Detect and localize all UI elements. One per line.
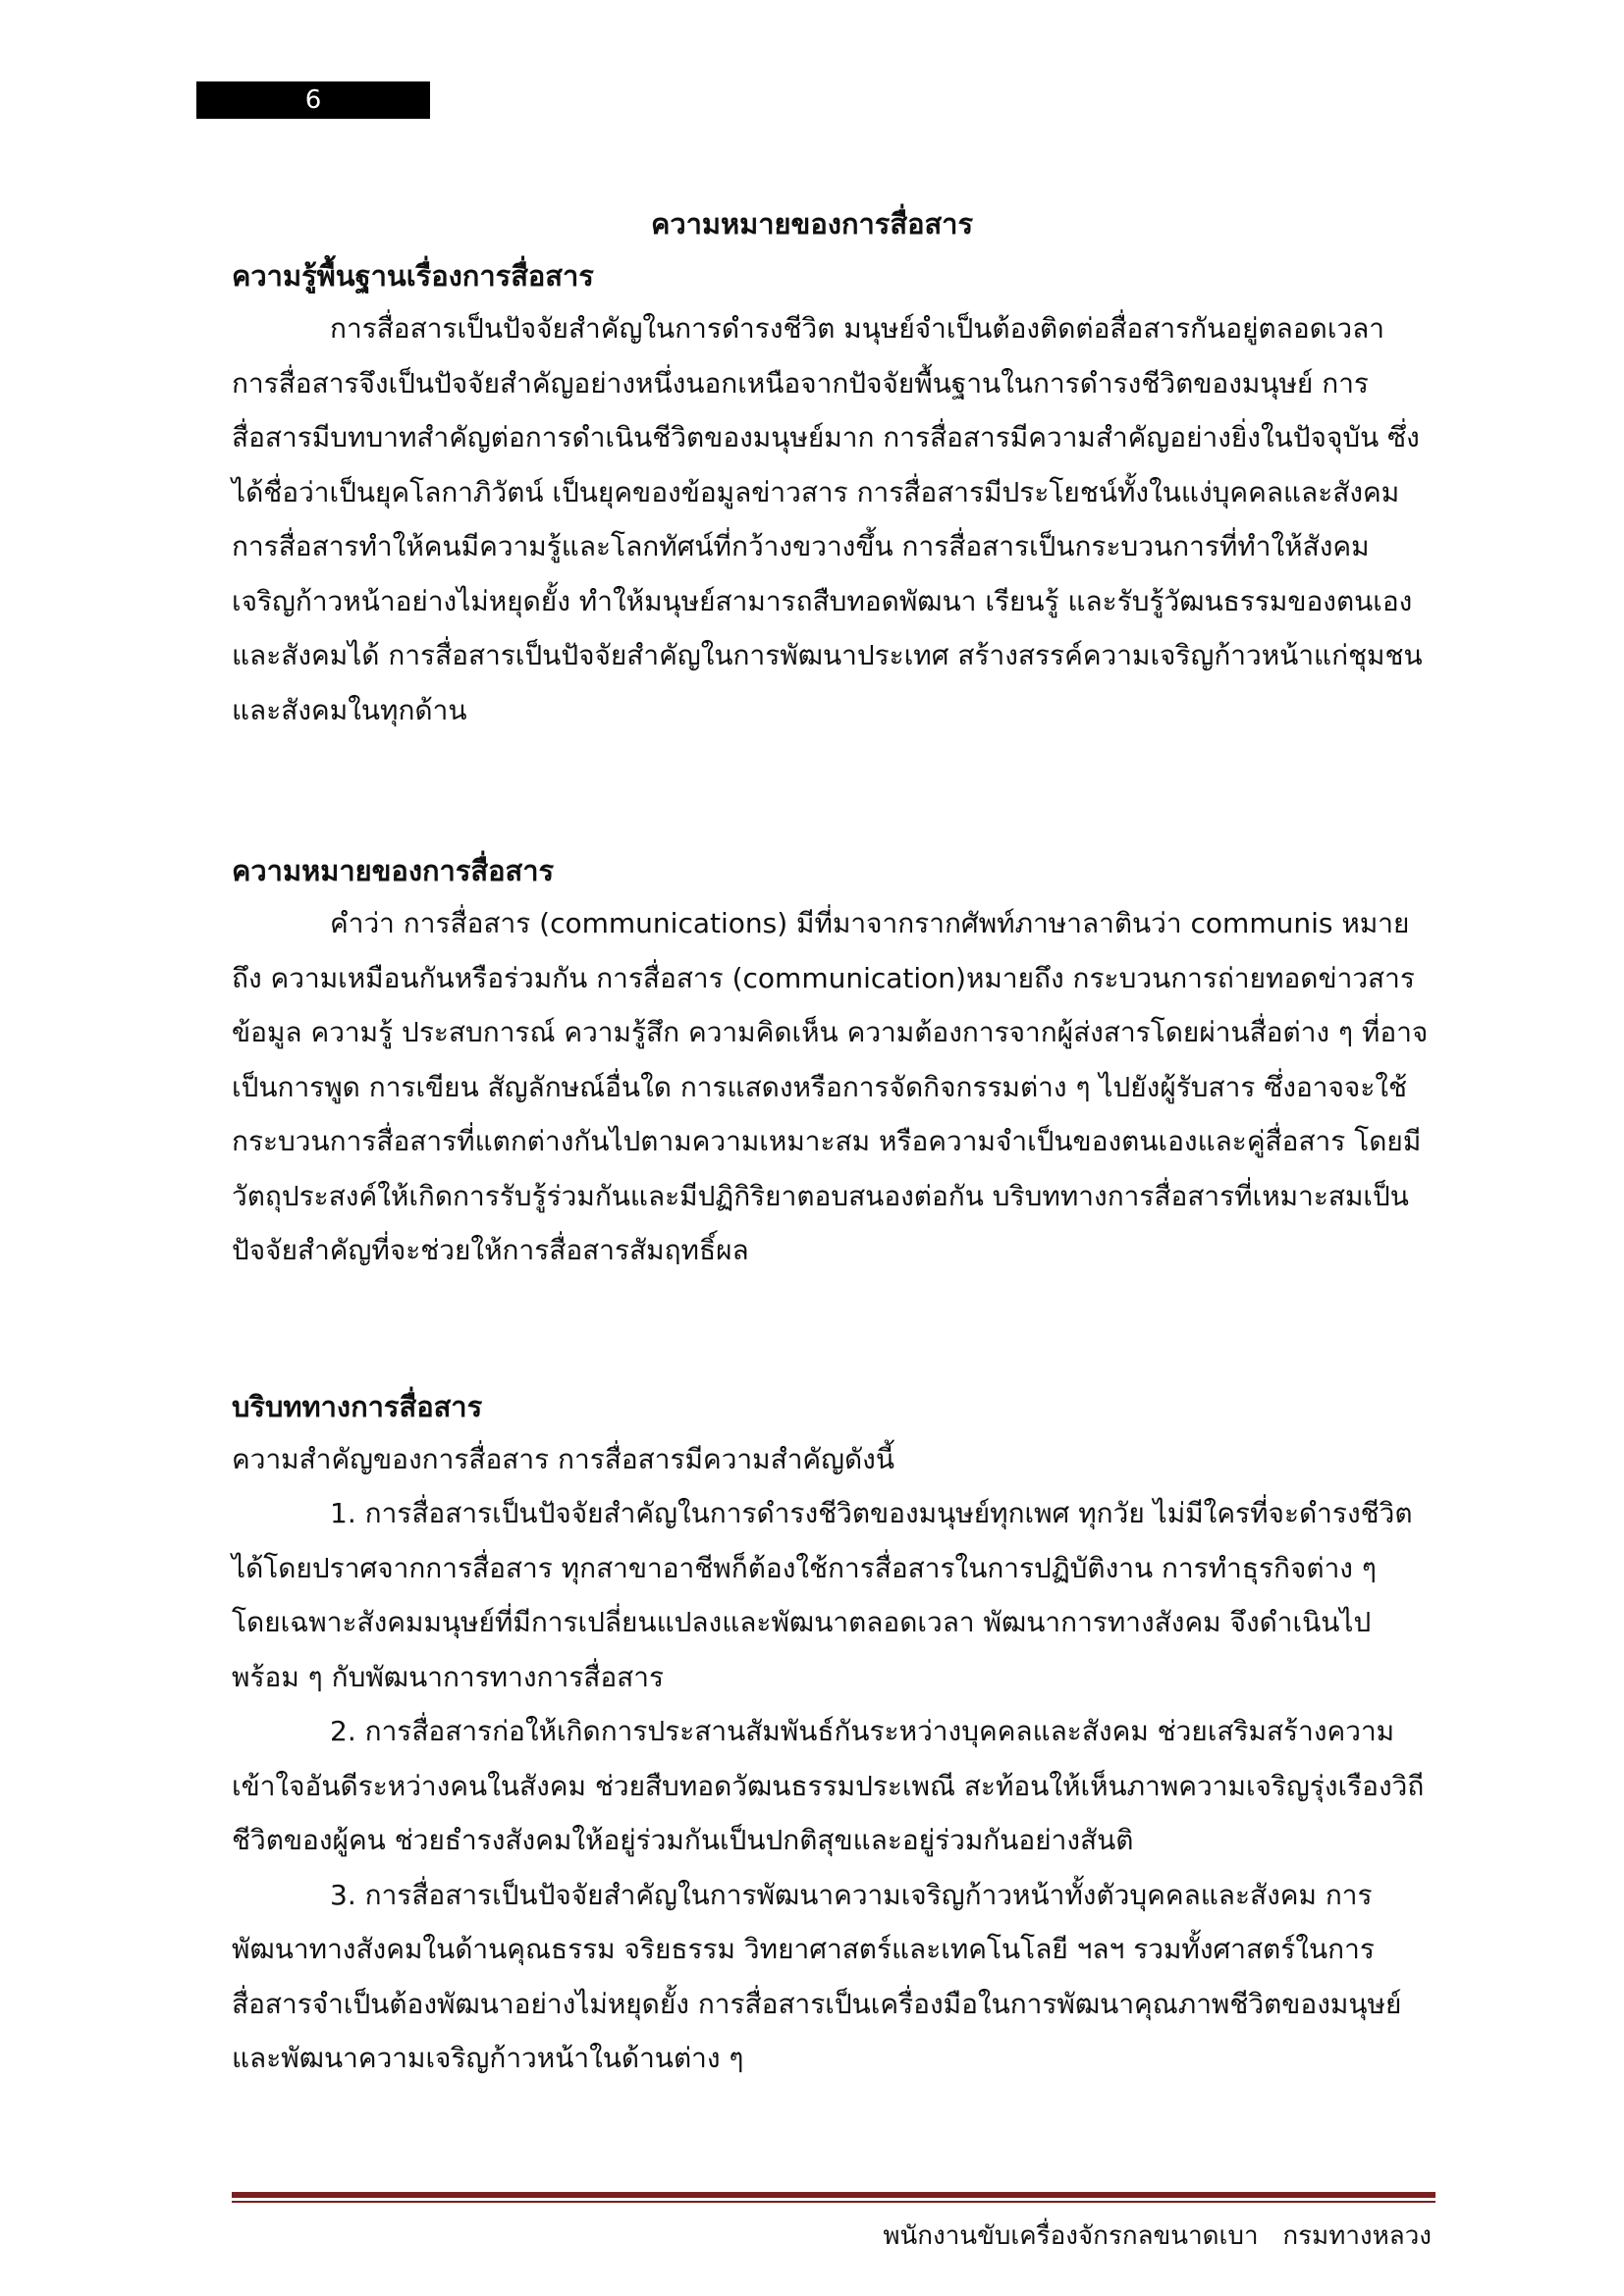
section-heading-basics: ความรู้พื้นฐานเรื่องการสื่อสาร xyxy=(232,259,594,293)
section-intro-importance: ความสำคัญของการสื่อสาร การสื่อสารมีความสำคัญดังนี้ xyxy=(232,1442,894,1475)
footer-divider-thin xyxy=(232,2201,1435,2203)
list-item-importance-1: 1. การสื่อสารเป็นปัจจัยสำคัญในการดำรงชีวิตของมนุษย์ทุกเพศ ทุกวัย ไม่มีใครที่จะดำรงชีวิตได้โดยปราศจากการสื่อสาร ทุกสาขาอาชีพก็ต้องใช้การสื่อสารในการปฏิบัติงาน การทำธุรกิจต่าง ๆ โดยเฉพาะสังคมมนุษย์ที่มีการเปลี่ยนแปลงและพัฒนาตลอดเวลา พัฒนาการทางสังคม จึงดำเนินไปพร้อม ๆ กับพัฒนาการทางการสื่อสาร xyxy=(232,1497,1413,1693)
section-gap xyxy=(232,737,1430,845)
footer-text: พนักงานขับเครื่องจักรกลขนาดเบา กรมทางหลวง xyxy=(883,2221,1432,2251)
list-item-importance-3: 3. การสื่อสารเป็นปัจจัยสำคัญในการพัฒนาความเจริญก้าวหน้าทั้งตัวบุคคลและสังคม การพัฒนาทางสังคมในด้านคุณธรรม จริยธรรม วิทยาศาสตร์และเทคโนโลยี ฯลฯ รวมทั้งศาสตร์ในการสื่อสารจำเป็นต้องพัฒนาอย่างไม่หยุดยั้ง การสื่อสารเป็นเครื่องมือในการพัฒนาคุณภาพชีวิตของมนุษย์และพัฒนาความเจริญก้าวหน้าในด้านต่าง ๆ xyxy=(232,1878,1402,2074)
list-item-importance-2: 2. การสื่อสารก่อให้เกิดการประสานสัมพันธ์กันระหว่างบุคคลและสังคม ช่วยเสริมสร้างความเข้าใจอันดีระหว่างคนในสังคม ช่วยสืบทอดวัฒนธรรมประเพณี สะท้อนให้เห็นภาพความเจริญรุ่งเรืองวิถีชีวิตของผู้คน ช่วยธำรงสังคมให้อยู่ร่วมกันเป็นปกติสุขและอยู่ร่วมกันอย่างสันติ xyxy=(232,1715,1425,1856)
document-body xyxy=(232,250,1430,2086)
section-heading-meaning: ความหมายของการสื่อสาร xyxy=(232,854,555,887)
section-heading-context: บริบททางการสื่อสาร xyxy=(232,1389,483,1423)
section-paragraph-basics: การสื่อสารเป็นปัจจัยสำคัญในการดำรงชีวิต มนุษย์จำเป็นต้องติดต่อสื่อสารกันอยู่ตลอดเวลา การสื่อสารจึงเป็นปัจจัยสำคัญอย่างหนึ่งนอกเหนือจากปัจจัยพื้นฐานในการดำรงชีวิตของมนุษย์ การสื่อสารมีบทบาทสำคัญต่อการดำเนินชีวิตของมนุษย์มาก การสื่อสารมีความสำคัญอย่างยิ่งในปัจจุบัน ซึ่งได้ชื่อว่าเป็นยุคโลกาภิวัตน์ เป็นยุคของข้อมูลข่าวสาร การสื่อสารมีประโยชน์ทั้งในแง่บุคคลและสังคม การสื่อสารทำให้คนมีความรู้และโลกทัศน์ที่กว้างขวางขึ้น การสื่อสารเป็นกระบวนการที่ทำให้สังคม เจริญก้าวหน้าอย่างไม่หยุดยั้ง ทำให้มนุษย์สามารถสืบทอดพัฒนา เรียนรู้ และรับรู้วัฒนธรรมของตนเองและสังคมได้ การสื่อสารเป็นปัจจัยสำคัญในการพัฒนาประเทศ สร้างสรรค์ความเจริญก้าวหน้าแก่ชุมชน และสังคมในทุกด้าน xyxy=(232,312,1423,726)
footer-divider xyxy=(232,2192,1435,2204)
section-paragraph-meaning: คำว่า การสื่อสาร (communications) มีที่มาจากรากศัพท์ภาษาลาตินว่า communis หมายถึง ความเหมือนกันหรือร่วมกัน การสื่อสาร (communication)หมายถึง กระบวนการถ่ายทอดข่าวสาร ข้อมูล ความรู้ ประสบการณ์ ความรู้สึก ความคิดเห็น ความต้องการจากผู้ส่งสารโดยผ่านสื่อต่าง ๆ ที่อาจเป็นการพูด การเขียน สัญลักษณ์อื่นใด การแสดงหรือการจัดกิจกรรมต่าง ๆ ไปยังผู้รับสาร ซึ่งอาจจะใช้กระบวนการสื่อสารที่แตกต่างกันไปตามความเหมาะสม หรือความจำเป็นของตนเองและคู่สื่อสาร โดยมีวัตถุประสงค์ให้เกิดการรับรู้ร่วมกันและมีปฏิกิริยาตอบสนองต่อกัน บริบททางการสื่อสารที่เหมาะสมเป็น ปัจจัยสำคัญที่จะช่วยให้การสื่อสารสัมฤทธิ์ผล xyxy=(232,907,1429,1266)
document-title: ความหมายของการสื่อสาร xyxy=(650,207,974,240)
footer-divider-thick xyxy=(232,2192,1435,2198)
section-gap xyxy=(232,1278,1430,1381)
page-number: 6 xyxy=(196,81,430,119)
